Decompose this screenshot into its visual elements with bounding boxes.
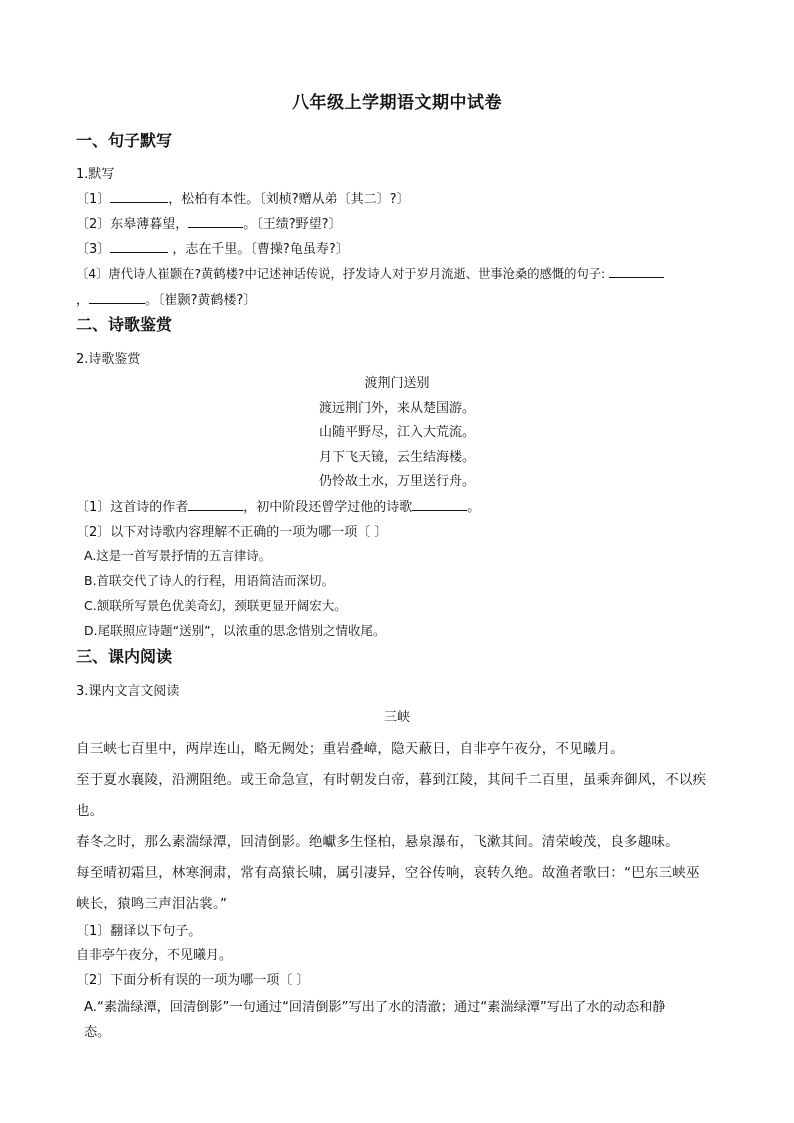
passage-line: 至于夏水襄陵，沿溯阻绝。或王命急宣，有时朝发白帝，暮到江陵，其间千二百里，虽乘奔御风，不以疾	[76, 772, 707, 788]
poem-question-2: 〔2〕以下对诗歌内容理解不正确的一项为哪一项〔 〕	[76, 525, 388, 540]
poem-line: 仍怜故土水，万里送行舟。	[318, 474, 475, 489]
translate-sentence: 自非亭午夜分，不见曦月。	[76, 948, 233, 963]
section-heading-3: 三、课内阅读	[76, 647, 173, 666]
passage-line: 也。	[76, 803, 104, 819]
fill-item-1: 〔1〕 ，松柏有本性。〔刘桢?赠从弟〔其二〕?〕	[76, 192, 410, 207]
page-title: 八年级上学期语文期中试卷	[292, 93, 502, 113]
option-b[interactable]: B.首联交代了诗人的行程，用语简洁而深切。	[84, 573, 335, 588]
answer-blank[interactable]	[412, 498, 467, 511]
passage-line: 峡长，猿鸣三声泪沾裳。”	[76, 896, 228, 912]
option-c[interactable]: C.颔联所写景色优美奇幻，颈联更显开阔宏大。	[84, 598, 347, 613]
question-label-3: 3.课内文言文阅读	[76, 684, 180, 699]
fill-item-4: 〔4〕唐代诗人崔颢在?黄鹤楼?中记述神话传说，抒发诗人对于岁月流逝、世事沧桑的感慨的句子:	[76, 264, 664, 282]
answer-blank[interactable]	[188, 498, 243, 511]
poem-line: 渡远荆门外，来从楚国游。	[318, 401, 475, 416]
option-a-line2[interactable]: 态。	[84, 1025, 111, 1040]
passage-line: 每至晴初霜旦，林寒涧肃，常有高猿长啸，属引凄异，空谷传响，哀转久绝。故渔者歌曰：“巴东三峡巫	[76, 865, 700, 881]
poem-line: 月下飞天镜，云生结海楼。	[318, 450, 475, 465]
poem-line: 山随平野尽，江入大荒流。	[318, 425, 475, 440]
section-heading-2: 二、诗歌鉴赏	[76, 315, 173, 334]
answer-blank[interactable]	[89, 291, 145, 304]
text-title: 三峡	[383, 710, 410, 725]
passage-line: 自三峡七百里中，两岸连山，略无阙处；重岩叠嶂，隐天蔽日，自非亭午夜分，不见曦月。	[76, 741, 624, 757]
option-d[interactable]: D.尾联照应诗题“送别”，以浓重的思念惜别之情收尾。	[84, 623, 386, 638]
passage-line: 春冬之时，那么素湍绿潭，回清倒影。绝巘多生怪柏，悬泉瀑布，飞漱其间。清荣峻茂，良多趣味。	[76, 834, 679, 850]
option-a-line1[interactable]: A.“素湍绿潭，回清倒影”一句通过“回清倒影”写出了水的清澈；通过“素湍绿潭”写出了水的动态和静	[84, 1000, 666, 1015]
fill-item-3: 〔3〕 ，志在千里。〔曹操?龟虽寿?〕	[76, 242, 349, 257]
reading-question-1: 〔1〕翻译以下句子。	[76, 924, 202, 939]
answer-blank[interactable]	[609, 265, 664, 278]
section-heading-1: 一、句子默写	[76, 131, 173, 150]
answer-blank[interactable]	[110, 240, 168, 253]
answer-blank[interactable]	[110, 190, 168, 203]
option-a[interactable]: A.这是一首写景抒情的五言律诗。	[84, 548, 272, 563]
fill-item-2: 〔2〕东皋薄暮望， 。〔王绩?野望?〕	[76, 217, 342, 232]
question-label-1: 1.默写	[76, 167, 115, 182]
question-label-2: 2.诗歌鉴赏	[76, 352, 141, 367]
poem-title: 渡荆门送别	[364, 376, 430, 391]
reading-question-2: 〔2〕下面分析有误的一项为哪一项〔 〕	[76, 973, 310, 988]
fill-item-4-cont: ， 。〔崔颢?黄鹤楼?〕	[76, 293, 257, 308]
poem-question-1: 〔1〕这首诗的作者 ，初中阶段还曾学过他的诗歌 。	[76, 500, 481, 515]
answer-blank[interactable]	[188, 215, 243, 228]
